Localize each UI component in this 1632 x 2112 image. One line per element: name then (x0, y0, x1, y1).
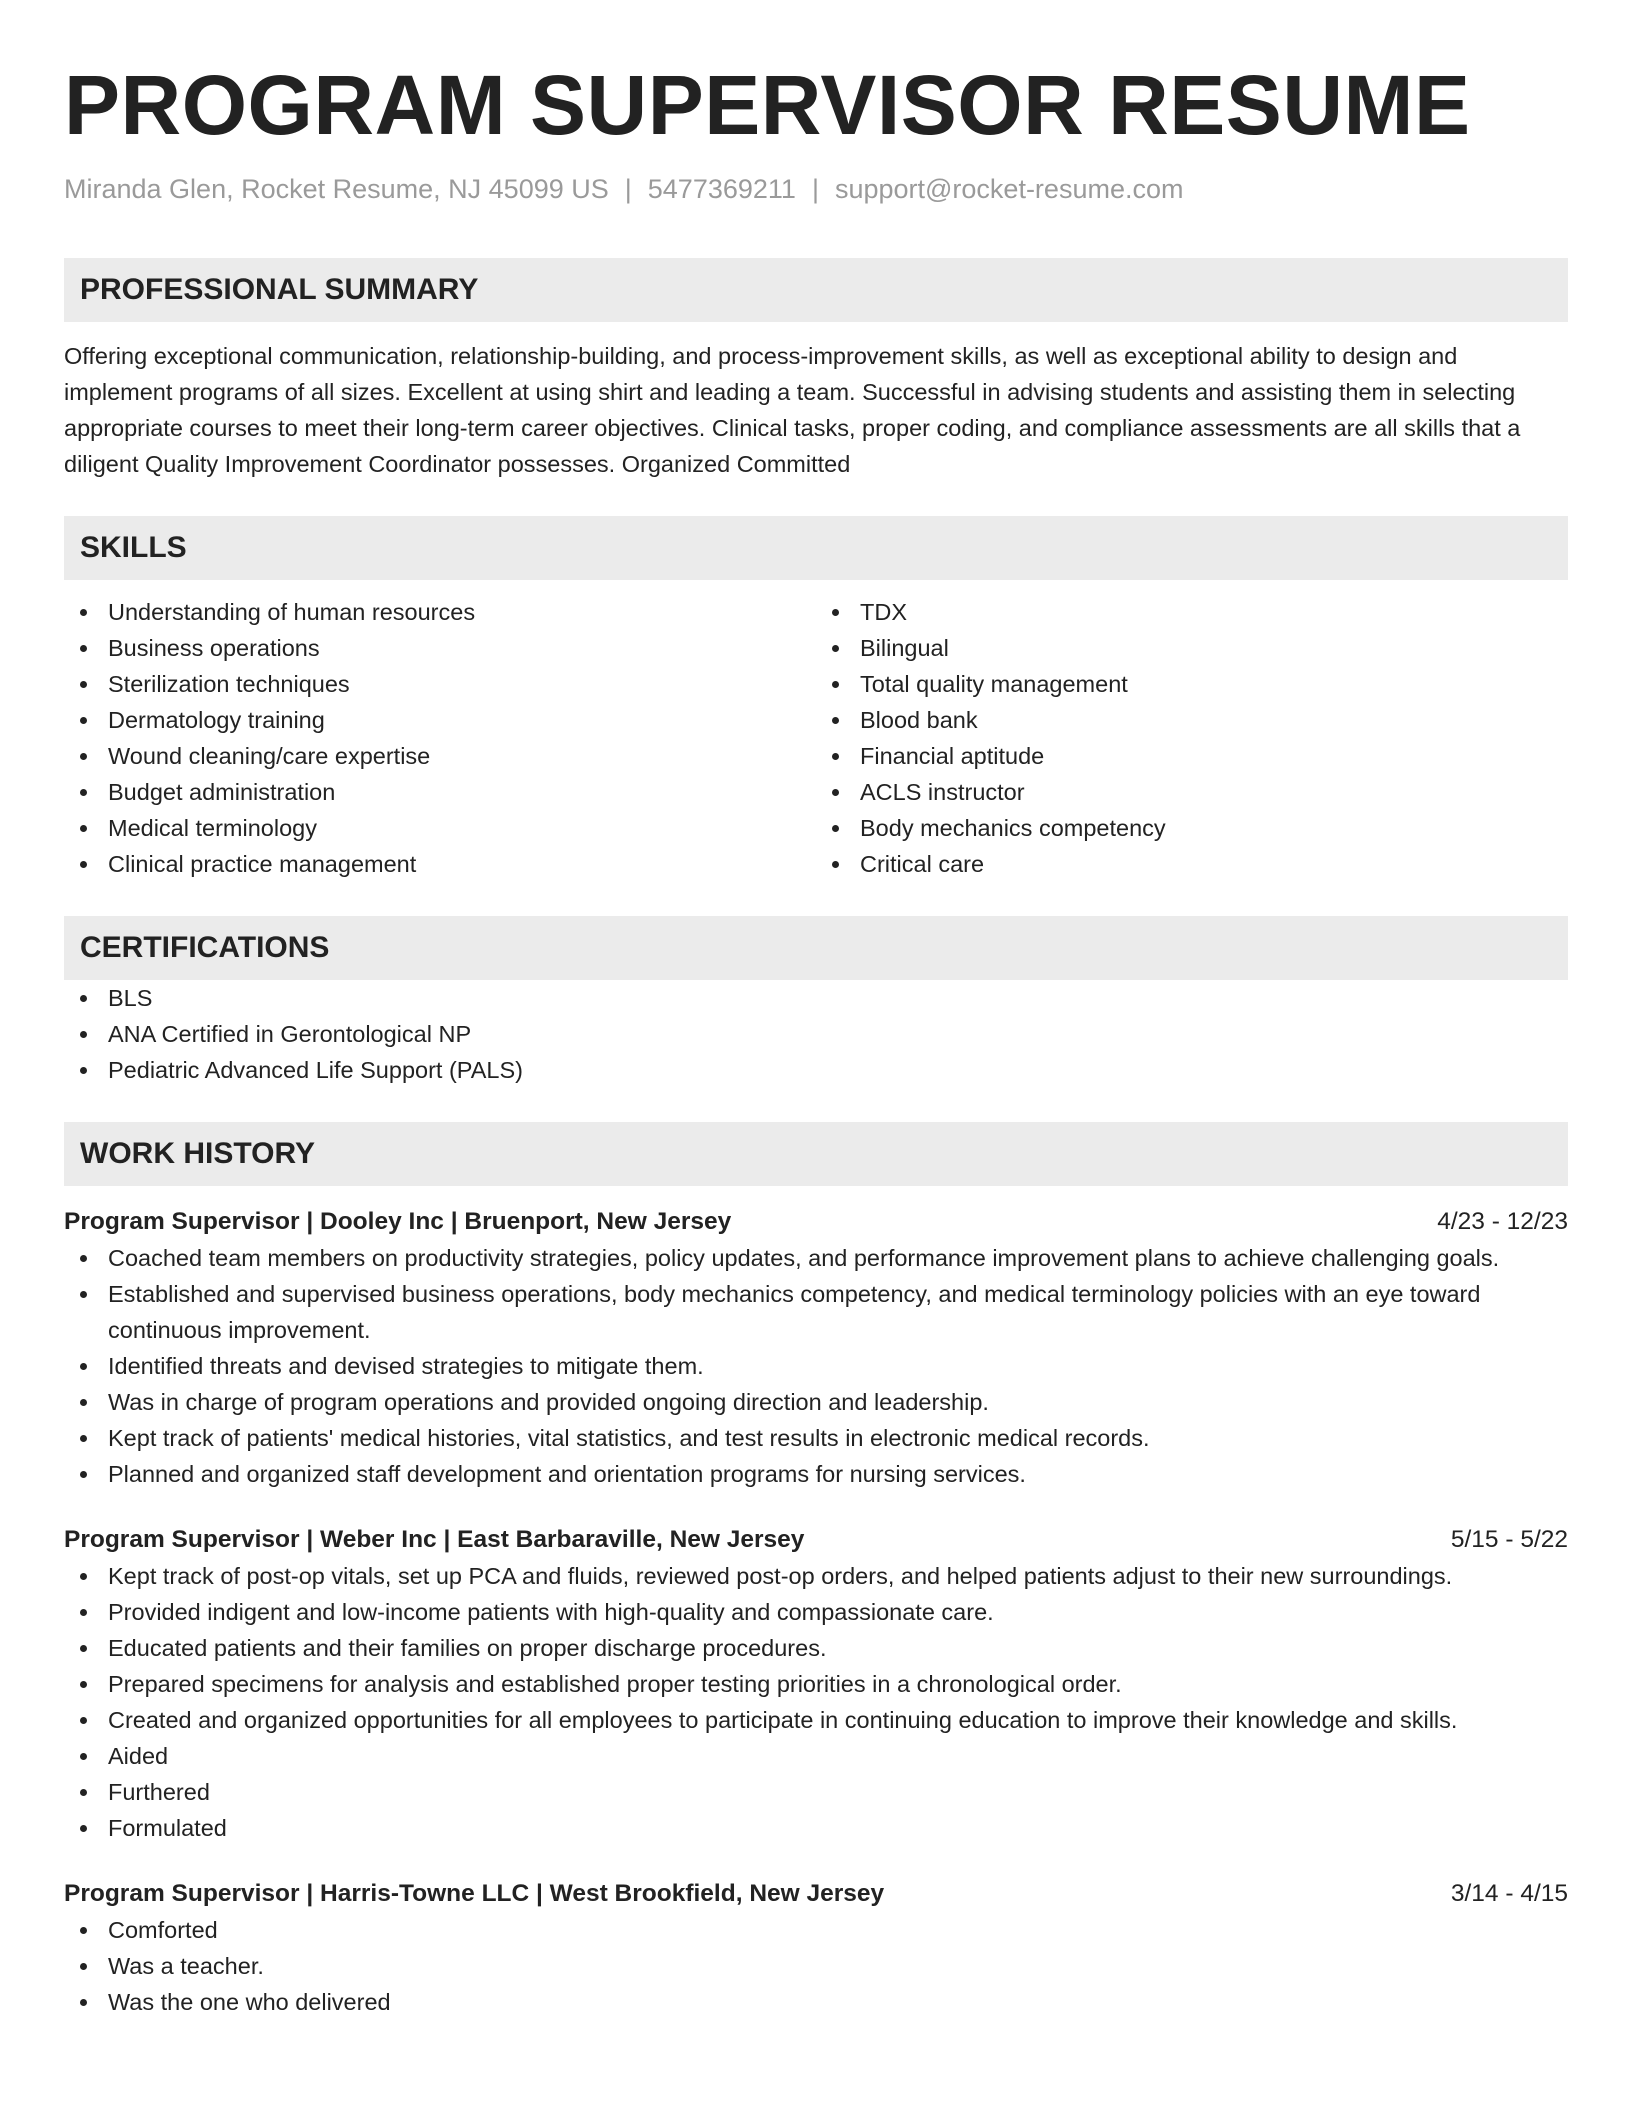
section-heading-summary: PROFESSIONAL SUMMARY (64, 258, 1568, 322)
job-dates: 5/15 - 5/22 (1450, 1526, 1568, 1553)
job-bullets (64, 1912, 1568, 2020)
skill-item: Financial aptitude (816, 738, 1568, 774)
skill-item: TDX (816, 594, 1568, 630)
job-bullet: Established and supervised business operations, body mechanics competency, and medical terminology policies with an eye toward continuous improvement. (64, 1276, 1568, 1348)
job-bullet: Provided indigent and low-income patients with high-quality and compassionate care. (64, 1594, 1568, 1630)
job-bullet: Furthered (64, 1774, 1568, 1810)
contact-email[interactable]: support@rocket-resume.com (834, 174, 1184, 204)
job-entry (64, 1522, 1568, 1846)
skill-item: Body mechanics competency (816, 810, 1568, 846)
job-bullet: Created and organized opportunities for all employees to participate in continuing education to improve their knowledge and skills. (64, 1702, 1568, 1738)
job-title: Program Supervisor | Dooley Inc | Bruenport, New Jersey (64, 1208, 732, 1235)
job-dates: 3/14 - 4/15 (1450, 1880, 1568, 1907)
job-bullet: Comforted (64, 1912, 1568, 1948)
skill-item: ACLS instructor (816, 774, 1568, 810)
certification-item: ANA Certified in Gerontological NP (64, 1016, 1568, 1052)
job-bullets (64, 1240, 1568, 1492)
contact-line (64, 170, 1568, 208)
contact-phone: 5477369211 (647, 174, 796, 204)
section-heading-work-history: WORK HISTORY (64, 1122, 1568, 1186)
section-heading-certifications: CERTIFICATIONS (64, 916, 1568, 980)
section-heading-skills: SKILLS (64, 516, 1568, 580)
resume-title: PROGRAM SUPERVISOR RESUME (64, 58, 1471, 152)
job-bullet: Coached team members on productivity strategies, policy updates, and performance improvement plans to achieve challenging goals. (64, 1240, 1568, 1276)
skill-item: Sterilization techniques (64, 666, 816, 702)
job-entry (64, 1204, 1568, 1492)
skill-item: Critical care (816, 846, 1568, 882)
job-dates: 4/23 - 12/23 (1437, 1208, 1568, 1235)
certification-item: Pediatric Advanced Life Support (PALS) (64, 1052, 1568, 1088)
skills-list (64, 594, 1568, 882)
job-title: Program Supervisor | Weber Inc | East Barbaraville, New Jersey (64, 1526, 805, 1553)
skills-column-left (64, 594, 816, 882)
skill-item: Understanding of human resources (64, 594, 816, 630)
job-bullet: Aided (64, 1738, 1568, 1774)
skill-item: Dermatology training (64, 702, 816, 738)
job-entry (64, 1876, 1568, 2020)
certifications-list (64, 980, 1568, 1088)
skill-item: Blood bank (816, 702, 1568, 738)
skill-item: Medical terminology (64, 810, 816, 846)
skill-item: Wound cleaning/care expertise (64, 738, 816, 774)
skill-item: Business operations (64, 630, 816, 666)
contact-address: Miranda Glen, Rocket Resume, NJ 45099 US (64, 174, 609, 204)
job-bullet: Kept track of post-op vitals, set up PCA and fluids, reviewed post-op orders, and helped patients adjust to their new surroundings. (64, 1558, 1568, 1594)
contact-separator: | (811, 174, 819, 204)
skill-item: Total quality management (816, 666, 1568, 702)
contact-separator: | (624, 174, 632, 204)
job-header (64, 1876, 1568, 1912)
job-header (64, 1522, 1568, 1558)
skills-column-right (816, 594, 1568, 882)
job-bullet: Formulated (64, 1810, 1568, 1846)
job-bullet: Was a teacher. (64, 1948, 1568, 1984)
job-bullet: Kept track of patients' medical histories, vital statistics, and test results in electronic medical records. (64, 1420, 1568, 1456)
job-bullet: Educated patients and their families on proper discharge procedures. (64, 1630, 1568, 1666)
certification-item: BLS (64, 980, 1568, 1016)
job-title: Program Supervisor | Harris-Towne LLC | West Brookfield, New Jersey (64, 1880, 885, 1907)
job-bullets (64, 1558, 1568, 1846)
job-bullet: Was the one who delivered (64, 1984, 1568, 2020)
job-bullet: Prepared specimens for analysis and established proper testing priorities in a chronological order. (64, 1666, 1568, 1702)
job-bullet: Planned and organized staff development and orientation programs for nursing services. (64, 1456, 1568, 1492)
skill-item: Budget administration (64, 774, 816, 810)
job-header (64, 1204, 1568, 1240)
summary-text: Offering exceptional communication, relationship-building, and process-improvement skills, as well as exceptional ability to design and implement programs of all sizes. Excellent at using shirt and leading a team. Successful in advising students and assisting them in selecting appropriate courses to meet their long-term career objectives. Clinical tasks, proper coding, and compliance assessments are all skills that a diligent Quality Improvement Coordinator possesses. Organized Committed (64, 343, 1521, 477)
skill-item: Bilingual (816, 630, 1568, 666)
skill-item: Clinical practice management (64, 846, 816, 882)
job-bullet: Was in charge of program operations and provided ongoing direction and leadership. (64, 1384, 1568, 1420)
job-bullet: Identified threats and devised strategies to mitigate them. (64, 1348, 1568, 1384)
